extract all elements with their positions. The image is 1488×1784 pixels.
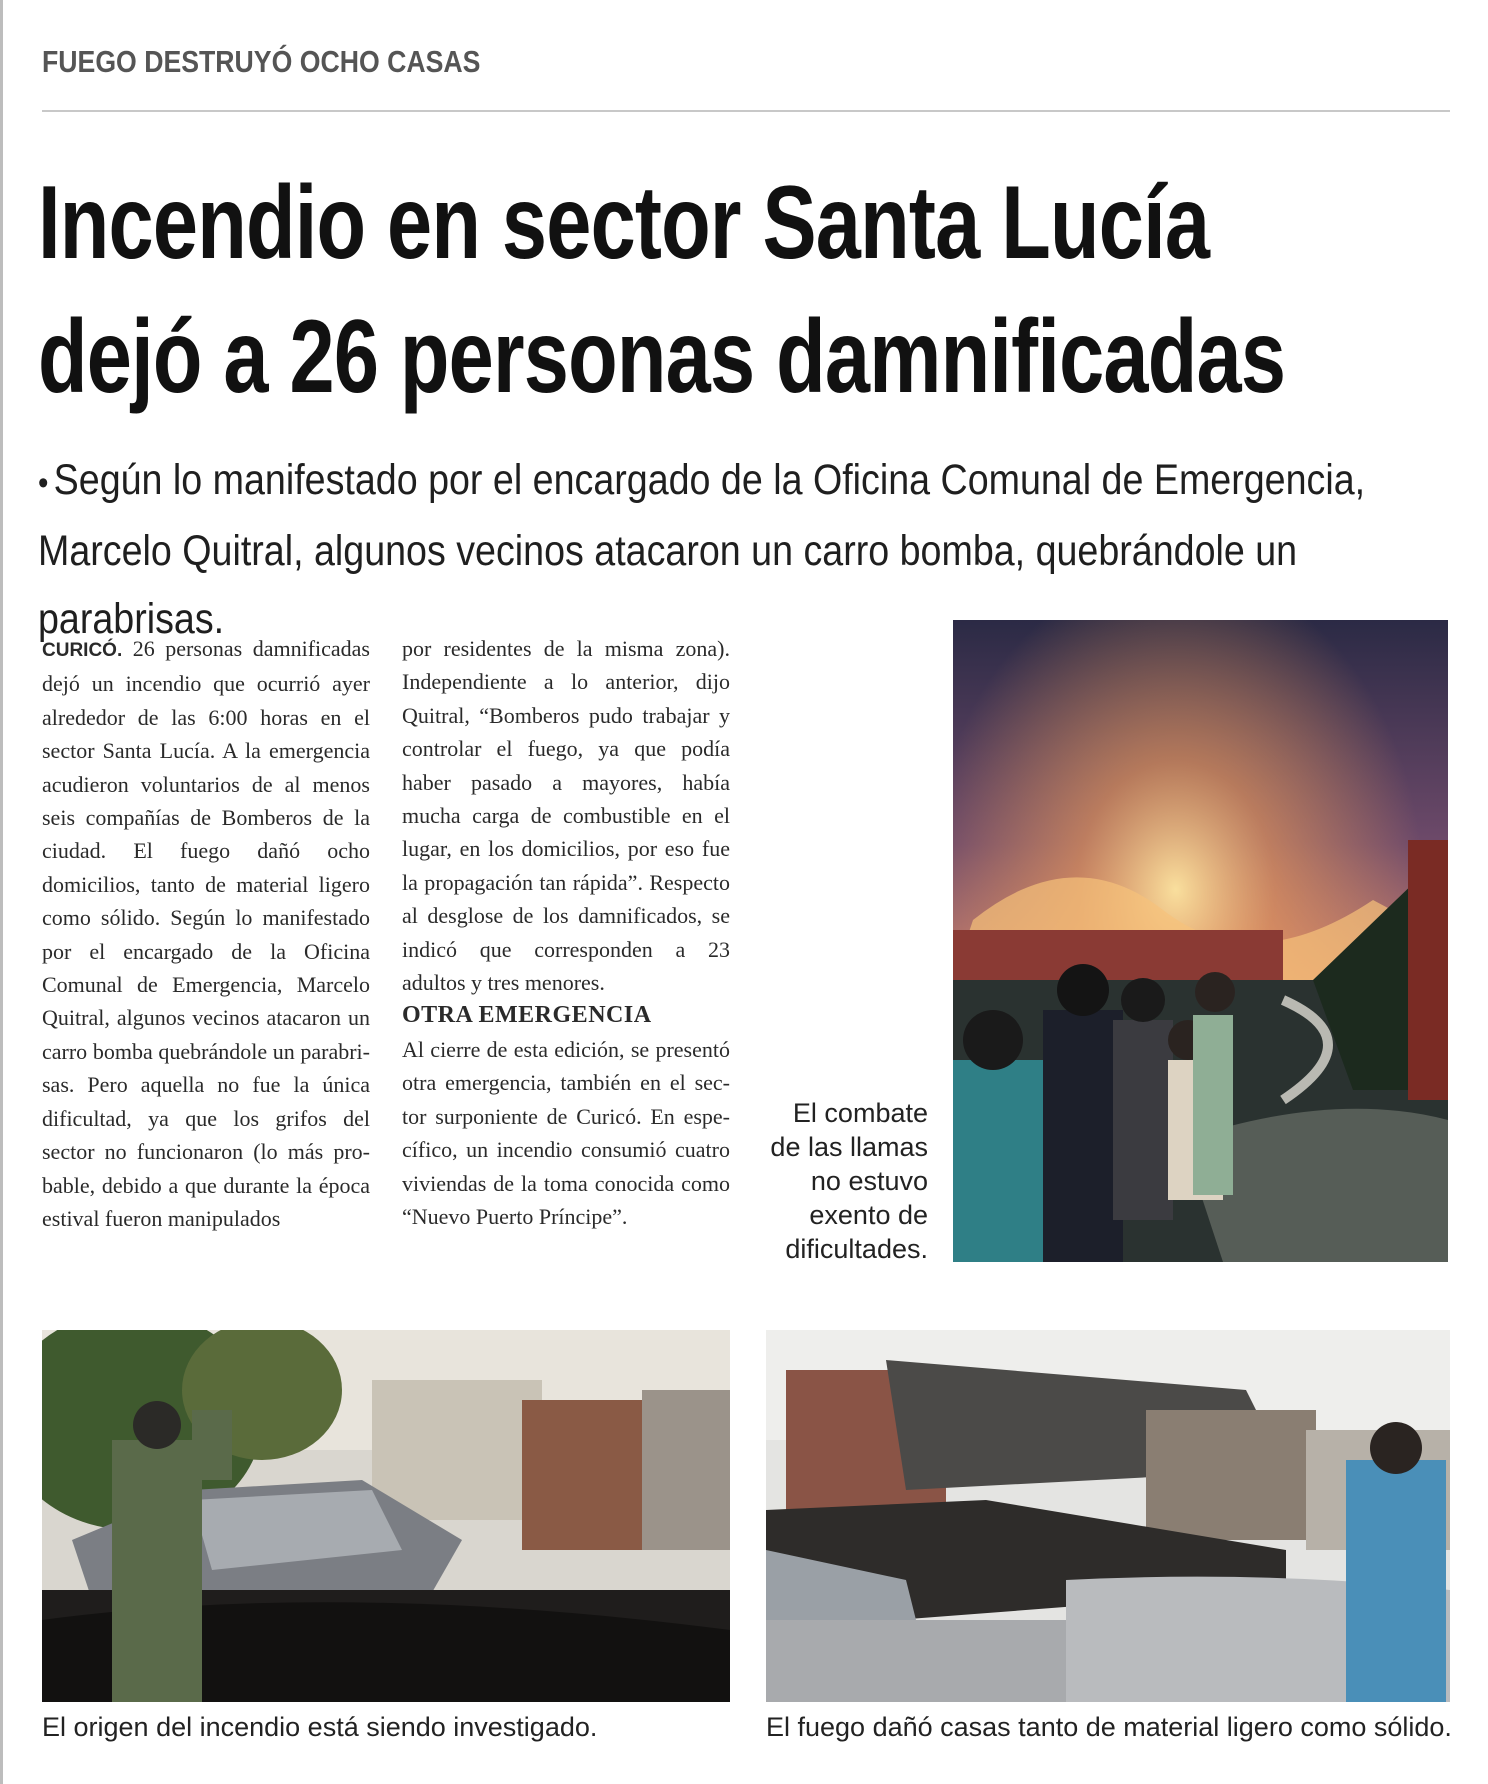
article-kicker: FUEGO DESTRUYÓ OCHO CASAS	[42, 44, 481, 79]
deck-text: Según lo manifestado por el encargado de la Oficina Comunal de Emergencia, Marcelo Quitral, algunos vecinos atacaron un carro bomba, quebrándole un parabrisas.	[38, 456, 1366, 643]
deck-bullet: •	[38, 464, 49, 502]
investigation-photo-caption: El origen del incendio está siendo investigado.	[42, 1712, 598, 1742]
body-column-2	[402, 632, 730, 1233]
damaged-houses-photo	[766, 1330, 1450, 1702]
dateline: CURICÓ.	[42, 640, 123, 661]
kicker-divider	[42, 110, 1450, 112]
subheading: OTRA EMERGENCIA	[402, 1002, 652, 1029]
damaged-houses-photo-caption: El fuego dañó casas tanto de material ligero como sólido.	[766, 1712, 1452, 1742]
investigation-photo	[42, 1330, 730, 1702]
page-left-border	[0, 0, 3, 1784]
fire-photo	[953, 620, 1448, 1262]
body-text-col2b: Al cierre de esta edición, se presentó otra emergencia, también en el sector surponiente de Curicó. En específico, un incendio consumió cuatro viviendas de la toma conocida como “Nuevo Puerto Príncipe”.	[402, 1036, 730, 1229]
headline-line-1: Incendio en sector Santa Lucía	[38, 165, 1210, 281]
body-text-col2: por residentes de la misma zona). Independiente a lo anterior, dijo Quitral, “Bomberos pudo trabajar y controlar el fuego, ya que podía haber pasado a mayores, había mucha carga de combustible en el lugar, en los domicilios, por eso fue la propagación tan rápida”. Respecto al desglose de los damnificados, se indicó que corresponden a 23 adultos y tres menores.	[402, 636, 730, 996]
fire-photo-caption: El combate de las llamas no estuvo exento de dificultades.	[770, 1098, 928, 1264]
body-text-col1: 26 personas damnificadas dejó un incendio que ocurrió ayer alrededor de las 6:00 horas en el sector Santa Lucía. A la emergencia acudieron voluntarios de al menos seis compañías de Bomberos de la ciudad. El fuego dañó ocho domicilios, tanto de material ligero como sólido. Según lo manifestado por el encargado de la Oficina Comunal de Emergencia, Marcelo Quitral, algunos vecinos atacaron un carro bomba quebrándole un parabrisas. Pero aquella no fue la única dificultad, ya que los grifos del sector no funcionaron (lo más probable, debido a que durante la época estival fueron manipulados	[42, 636, 370, 1231]
article-headline	[38, 156, 1325, 424]
body-column-1	[42, 632, 370, 1235]
headline-line-2: dejó a 26 personas damnificadas	[38, 299, 1286, 415]
